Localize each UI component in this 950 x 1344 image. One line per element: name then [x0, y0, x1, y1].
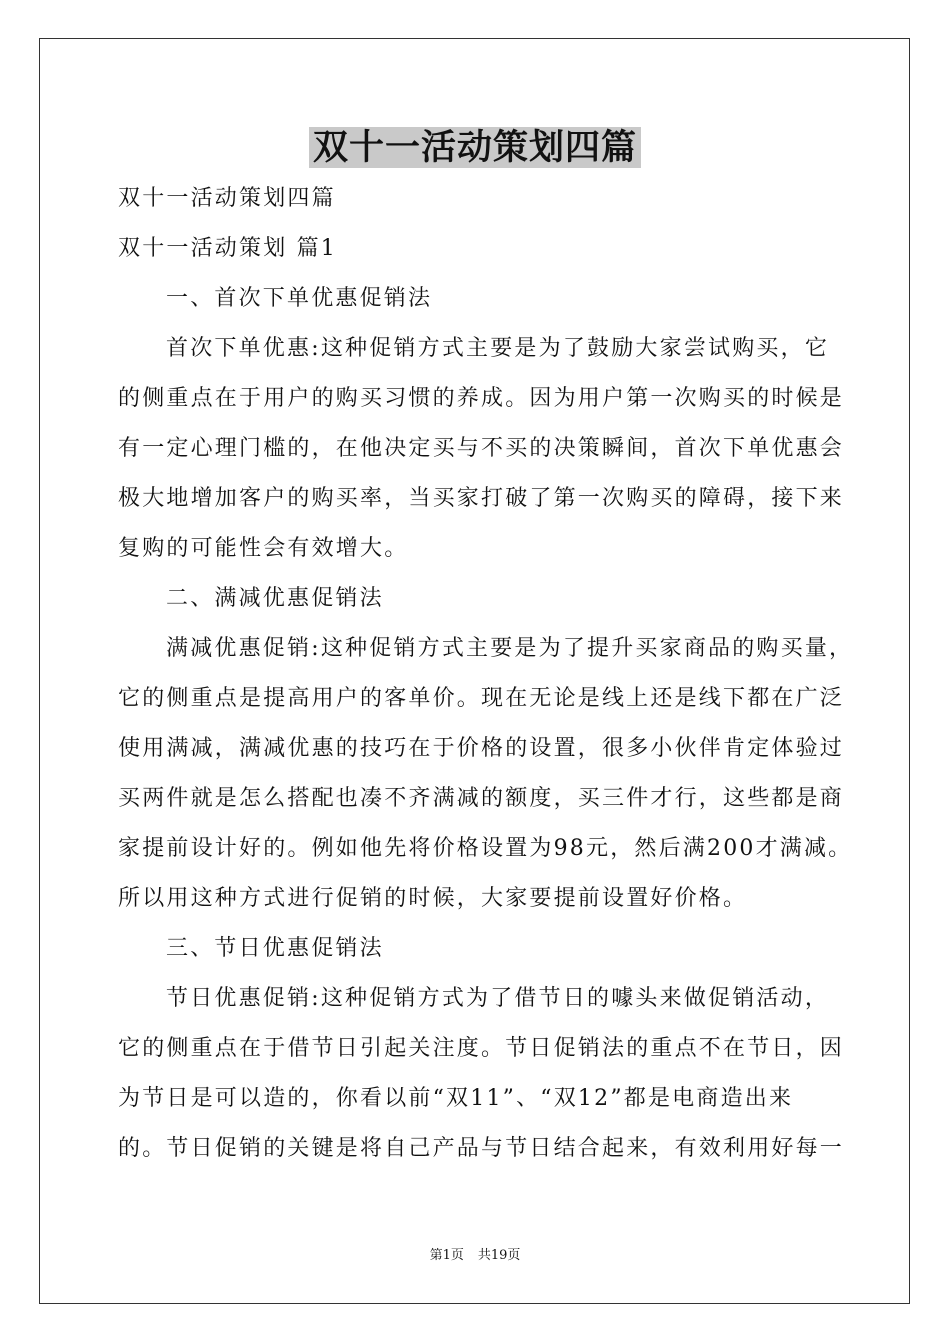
paragraph-line: 所以用这种方式进行促销的时候，大家要提前设置好价格。 [118, 886, 748, 911]
paragraph-line: 家提前设计好的。例如他先将价格设置为98元，然后满200才满减。 [118, 836, 853, 861]
paragraph-line: 它的侧重点是提高用户的客单价。现在无论是线上还是线下都在广泛 [118, 686, 845, 711]
page-number: 第1页 [429, 1248, 464, 1263]
paragraph-line: 满减优惠促销:这种促销方式主要是为了提升买家商品的购买量， [166, 636, 854, 661]
page-border [39, 38, 910, 1304]
paragraph-line: 为节日是可以造的，你看以前“双11”、“双12”都是电商造出来 [118, 1086, 794, 1111]
document-title [0, 124, 950, 172]
subtitle-line: 双十一活动策划四篇 [118, 186, 336, 211]
subheading-1: 一、首次下单优惠促销法 [166, 286, 433, 311]
paragraph-line: 节日优惠促销:这种促销方式为了借节日的噱头来做促销活动， [166, 986, 830, 1011]
paragraph-line: 买两件就是怎么搭配也凑不齐满减的额度，买三件才行，这些都是商 [118, 786, 845, 811]
page-total: 共19页 [477, 1248, 521, 1263]
paragraph-line: 的。节日促销的关键是将自己产品与节日结合起来，有效利用好每一 [118, 1136, 845, 1161]
paragraph-line: 它的侧重点在于借节日引起关注度。节日促销法的重点不在节日，因 [118, 1036, 845, 1061]
paragraph-line: 有一定心理门槛的，在他决定买与不买的决策瞬间，首次下单优惠会 [118, 436, 845, 461]
section-heading: 双十一活动策划 篇1 [118, 236, 337, 261]
paragraph-line: 首次下单优惠:这种促销方式主要是为了鼓励大家尝试购买，它 [166, 336, 830, 361]
subheading-3: 三、节日优惠促销法 [166, 936, 384, 961]
paragraph-line: 使用满减，满减优惠的技巧在于价格的设置，很多小伙伴肯定体验过 [118, 736, 845, 761]
paragraph-line: 复购的可能性会有效增大。 [118, 536, 409, 561]
paragraph-line: 极大地增加客户的购买率，当买家打破了第一次购买的障碍，接下来 [118, 486, 845, 511]
subheading-2: 二、满减优惠促销法 [166, 586, 384, 611]
page-footer [0, 1247, 950, 1265]
document-title-text: 双十一活动策划四篇 [309, 127, 641, 168]
paragraph-line: 的侧重点在于用户的购买习惯的养成。因为用户第一次购买的时候是 [118, 386, 845, 411]
